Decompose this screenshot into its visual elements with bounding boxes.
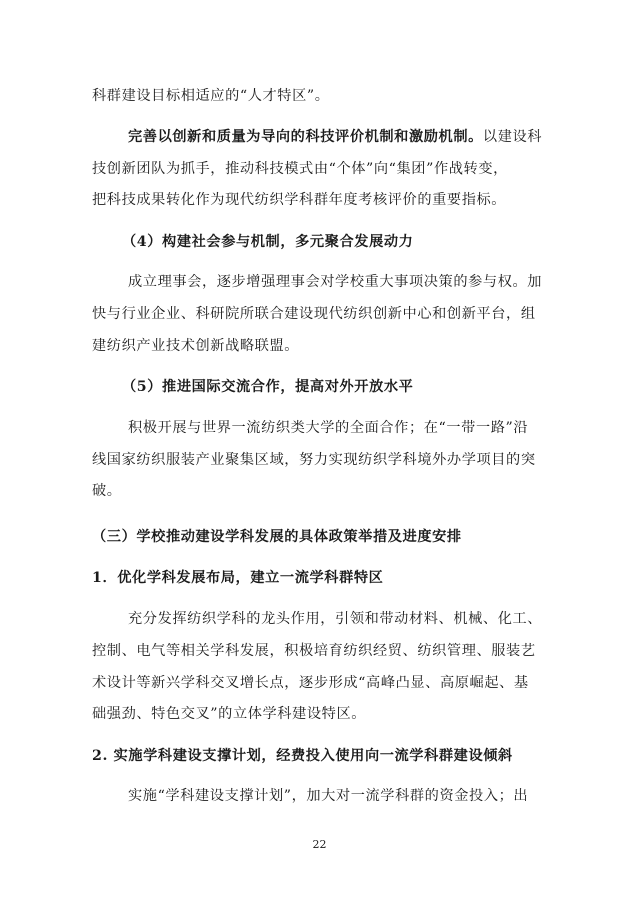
text-line: 成立理事会，逐步增强理事会对学校重大事项决策的参与权。加: [128, 274, 543, 290]
text-line: 线国家纺织服装产业聚集区域，努力实现纺织学科境外办学项目的突: [92, 452, 536, 468]
text-line: 快与行业企业、科研院所联合建设现代纺织创新中心和创新平台，组: [92, 306, 536, 322]
text-line: [128, 127, 542, 147]
text-line: 把科技成果转化作为现代纺织学科群年度考核评价的重要指标。: [92, 192, 507, 208]
text-line: 破。: [92, 483, 122, 499]
text-line: 术设计等新兴学科交叉增长点，逐步形成“高峰凸显、高原崛起、基: [92, 675, 529, 691]
section-heading: （三）学校推动建设学科发展的具体政策举措及进度安排: [92, 529, 462, 545]
text-line: 科群建设目标相适应的“人才特区”。: [92, 88, 330, 104]
section-heading: （4）构建社会参与机制，多元聚合发展动力: [122, 234, 414, 250]
text-line: 充分发挥纺织学科的龙头作用，引领和带动材料、机械、化工、: [128, 611, 543, 627]
text-line: 技创新团队为抓手，推动科技模式由“个体”向“集团”作战转变，: [92, 161, 508, 177]
emphasis-text: 完善以创新和质量为导向的科技评价机制和激励机制。: [128, 129, 483, 145]
subsection-heading: 2. 实施学科建设支撑计划，经费投入使用向一流学科群建设倾斜: [92, 748, 513, 764]
section-heading: （5）推进国际交流合作，提高对外开放水平: [122, 379, 414, 395]
page-number: 22: [312, 838, 327, 851]
text-line: 积极开展与世界一流纺织类大学的全面合作；在“一带一路”沿: [128, 420, 529, 436]
text-line: 实施“学科建设支撑计划”，加大对一流学科群的资金投入；出: [128, 788, 529, 804]
text-line: 控制、电气等相关学科发展，积极培育纺织经贸、纺织管理、服装艺: [92, 643, 536, 659]
body-text: 以建设科: [482, 129, 543, 145]
text-line: 础强劲、特色交叉”的立体学科建设特区。: [92, 706, 367, 722]
text-line: 建纺织产业技术创新战略联盟。: [92, 338, 300, 354]
subsection-heading: 1．优化学科发展布局，建立一流学科群特区: [92, 570, 384, 586]
